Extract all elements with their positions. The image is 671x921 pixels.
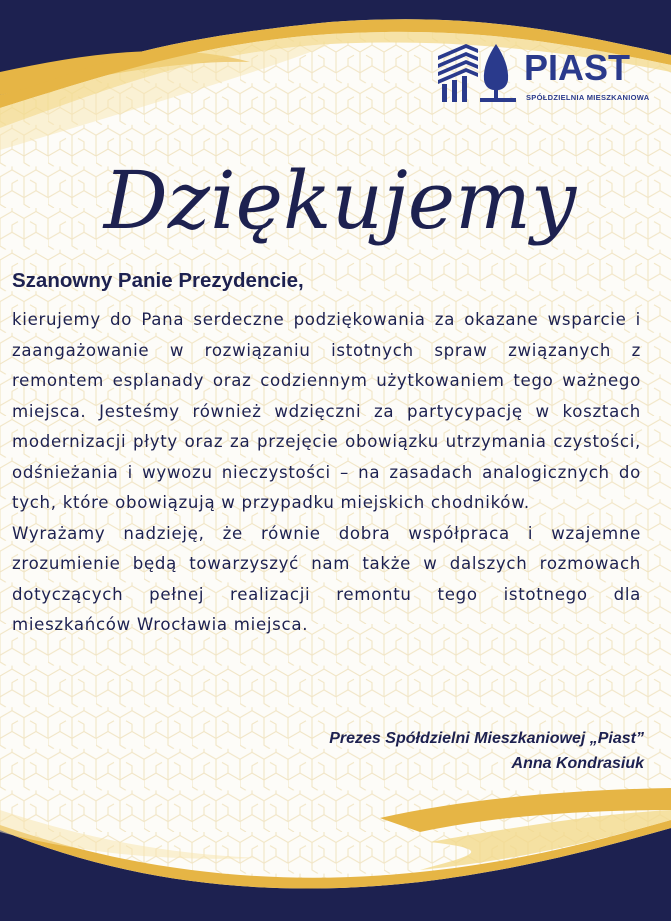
- salutation: Szanowny Panie Prezydencie,: [12, 269, 304, 292]
- letter-body: [12, 305, 641, 641]
- letter-paragraph: Wyrażamy nadzieję, że równie dobra współpraca i wzajemne zrozumienie będą towarzyszyć nam także w dalszych rozmowach dotyczących pełnej realizacji remontu tego istotnego dla mieszkańców Wrocławia miejsca.: [12, 523, 641, 634]
- headline-text: Dziękujemy: [103, 154, 577, 247]
- logo-wordmark: PIAST: [524, 47, 631, 88]
- piast-logo: [436, 40, 650, 106]
- logo-subtitle: SPÓŁDZIELNIA MIESZKANIOWA: [526, 93, 650, 102]
- letter-paragraph: kierujemy do Pana serdeczne podziękowania za okazane wsparcie i zaangażowanie w rozwiązaniu istotnych spraw związanych z remontem esplanady oraz codziennym użytkowaniem tego ważnego miejsca. Jesteśmy również wdzięczni za partycypację w kosztach modernizacji płyty oraz za przejęcie obowiązku utrzymania czystości, odśnieżania i wywozu nieczystości – na zasadach analogicznych do tych, które obowiązują w przypadku miejskich chodników.: [12, 310, 641, 512]
- signature-block: [329, 726, 644, 776]
- building-tree-icon: [436, 40, 524, 104]
- signature-name: Anna Kondrasiuk: [511, 755, 644, 772]
- headline-script: [80, 148, 600, 258]
- bottom-wave-decoration: [0, 770, 671, 921]
- signature-title: Prezes Spółdzielni Mieszkaniowej „Piast”: [329, 730, 644, 747]
